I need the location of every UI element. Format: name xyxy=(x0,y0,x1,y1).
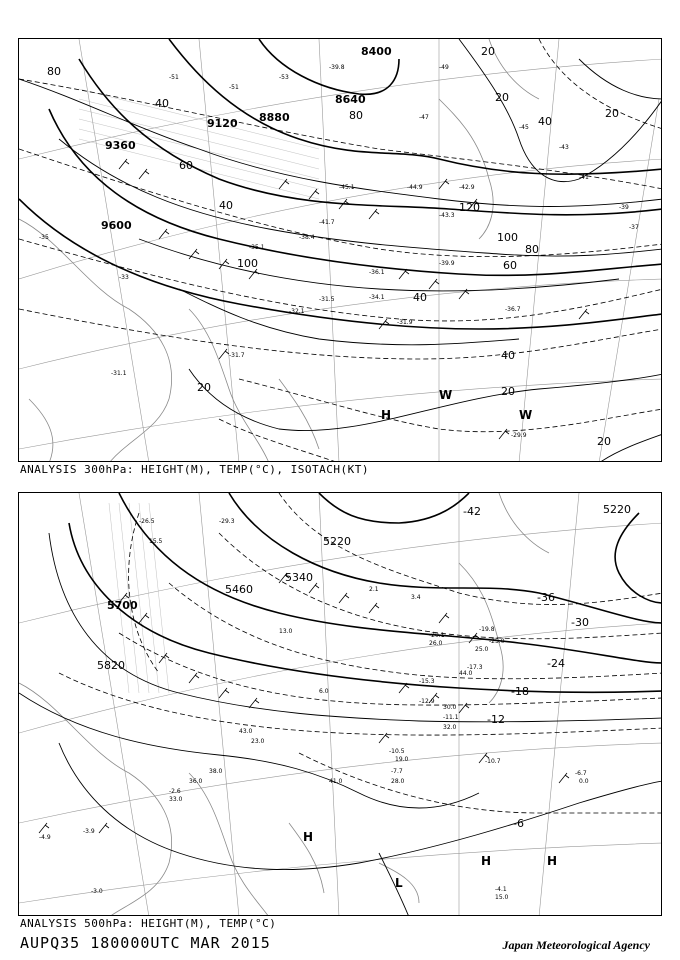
map-300hpa xyxy=(19,39,662,462)
station-value: 41.0 xyxy=(329,778,343,785)
graticule xyxy=(19,493,662,916)
warm-marker: W xyxy=(519,408,533,422)
map-500hpa xyxy=(19,493,662,916)
station-value: -25.0 xyxy=(489,638,505,645)
station-value: -20.1 xyxy=(429,632,445,639)
station-value: -37 xyxy=(629,224,639,231)
isotach-label: 20 xyxy=(501,385,515,398)
isotach-label: 40 xyxy=(501,349,515,362)
height-label: 5220 xyxy=(603,503,631,516)
station-value: -15.3 xyxy=(419,678,435,685)
station-value: 43.0 xyxy=(239,728,253,735)
secondary-contours xyxy=(19,533,662,916)
station-value: -34.1 xyxy=(369,294,385,301)
isotherm-label: -18 xyxy=(511,685,529,698)
station-value: 15.0 xyxy=(495,894,509,901)
station-value: 2.1 xyxy=(369,586,379,593)
station-value: 6.0 xyxy=(319,688,329,695)
station-values xyxy=(39,518,589,901)
station-value: -39.8 xyxy=(329,64,345,71)
high-pressure-marker: H xyxy=(303,830,314,844)
isotherm-label: -12 xyxy=(487,713,505,726)
station-value: 13.0 xyxy=(279,628,293,635)
station-value: -10.5 xyxy=(389,748,405,755)
isotach-label: 80 xyxy=(525,243,539,256)
height-contours xyxy=(69,493,662,692)
isotherm-label: -24 xyxy=(547,657,565,670)
station-value: -31.7 xyxy=(229,352,245,359)
isotach-label: 60 xyxy=(503,259,517,272)
chart-panel-500hpa xyxy=(18,492,662,916)
high-pressure-marker: H xyxy=(481,854,492,868)
isotach-label: 80 xyxy=(47,65,61,78)
station-value: -12.9 xyxy=(419,698,435,705)
station-value: 26.0 xyxy=(429,640,443,647)
station-value: 28.0 xyxy=(391,778,405,785)
station-value: -17.3 xyxy=(467,664,483,671)
height-label: 9120 xyxy=(207,117,238,130)
station-value: -31.5 xyxy=(319,296,335,303)
height-label: 9360 xyxy=(105,139,136,152)
low-pressure-marker: L xyxy=(395,876,403,890)
isotach-label: 80 xyxy=(349,109,363,122)
isotach-label: 40 xyxy=(219,199,233,212)
wind-barbs xyxy=(119,159,589,439)
high-pressure-marker: H xyxy=(381,408,392,422)
station-value: 44.0 xyxy=(459,670,473,677)
station-value: -10.7 xyxy=(485,758,501,765)
station-value: -11.1 xyxy=(443,714,459,721)
station-value: 25.0 xyxy=(475,646,489,653)
station-value: -29.9 xyxy=(511,432,527,439)
station-value: -33 xyxy=(119,274,129,281)
station-value: -6.7 xyxy=(575,770,587,777)
station-value: -49 xyxy=(439,64,449,71)
station-value: 3.4 xyxy=(411,594,421,601)
isotach-label: 40 xyxy=(155,97,169,110)
station-value: -51 xyxy=(229,84,239,91)
chart-code-datetime: AUPQ35 180000UTC MAR 2015 xyxy=(20,934,271,952)
isotherm-label: -6 xyxy=(513,817,524,830)
station-value: -32.1 xyxy=(289,308,305,315)
chart-caption-300hpa: ANALYSIS 300hPa: HEIGHT(M), TEMP(°C), ISOTACH(KT) xyxy=(20,463,370,476)
station-value: -41.7 xyxy=(319,219,335,226)
chart-caption-500hpa: ANALYSIS 500hPa: HEIGHT(M), TEMP(°C) xyxy=(20,917,277,930)
station-value: 36.0 xyxy=(189,778,203,785)
station-value: 33.0 xyxy=(169,796,183,803)
height-label: 8640 xyxy=(335,93,366,106)
station-value: -41 xyxy=(579,174,589,181)
station-value: 32.0 xyxy=(443,724,457,731)
station-value: 0.0 xyxy=(579,778,589,785)
station-value: -43.3 xyxy=(439,212,455,219)
isotach-label: 20 xyxy=(597,435,611,448)
isotach-label: 120 xyxy=(459,201,480,214)
height-label: 5340 xyxy=(285,571,313,584)
chart-panel-300hpa xyxy=(18,38,662,462)
agency-name: Japan Meteorological Agency xyxy=(502,938,650,952)
station-value: -53 xyxy=(279,74,289,81)
isotach-label: 100 xyxy=(237,257,258,270)
station-value: -43 xyxy=(559,144,569,151)
station-value: -42.9 xyxy=(459,184,475,191)
isotherm-label: -42 xyxy=(463,505,481,518)
station-value: -31.9 xyxy=(397,319,413,326)
station-value: -36.7 xyxy=(505,306,521,313)
station-value: 30.0 xyxy=(443,704,457,711)
isotherm-label: -36 xyxy=(537,591,555,604)
station-value: -7.7 xyxy=(391,768,403,775)
station-value: -4.9 xyxy=(39,834,51,841)
isotach-label: 40 xyxy=(413,291,427,304)
station-value: -19.8 xyxy=(479,626,495,633)
station-value: -45.1 xyxy=(339,184,355,191)
isotach-label: 20 xyxy=(481,45,495,58)
coastline xyxy=(19,39,539,462)
height-label: 8400 xyxy=(361,45,392,58)
station-value: -3.9 xyxy=(83,828,95,835)
isotach-label: 20 xyxy=(495,91,509,104)
station-value: -26.5 xyxy=(139,518,155,525)
height-label: 5220 xyxy=(323,535,351,548)
station-value: -2.6 xyxy=(169,788,181,795)
height-label: 9600 xyxy=(101,219,132,232)
station-value: -31.1 xyxy=(111,370,127,377)
station-value: -44.9 xyxy=(407,184,423,191)
height-label: 5820 xyxy=(97,659,125,672)
station-value: -4.1 xyxy=(495,886,507,893)
station-value: 23.0 xyxy=(251,738,265,745)
station-value: -38.4 xyxy=(299,234,315,241)
station-value: 38.0 xyxy=(209,768,223,775)
station-value: -51 xyxy=(169,74,179,81)
station-value: -29.3 xyxy=(219,518,235,525)
isotherm-label: -30 xyxy=(571,616,589,629)
station-value: -39 xyxy=(619,204,629,211)
isotach-label: 60 xyxy=(179,159,193,172)
height-label: 5700 xyxy=(107,599,138,612)
station-value: -3.0 xyxy=(91,888,103,895)
station-value: -35.1 xyxy=(249,244,265,251)
station-value: -45 xyxy=(519,124,529,131)
warm-marker: W xyxy=(439,388,453,402)
isotach-label: 20 xyxy=(197,381,211,394)
station-value: -47 xyxy=(419,114,429,121)
height-label: 8880 xyxy=(259,111,290,124)
isotach-label: 20 xyxy=(605,107,619,120)
isotach-label: 100 xyxy=(497,231,518,244)
isotach-label: 40 xyxy=(538,115,552,128)
station-value: -39.9 xyxy=(439,260,455,267)
station-value: 15.5 xyxy=(149,538,163,545)
station-value: 19.0 xyxy=(395,756,409,763)
height-label: 5460 xyxy=(225,583,253,596)
high-pressure-marker: H xyxy=(547,854,558,868)
station-value: -36.1 xyxy=(369,269,385,276)
station-value: -35 xyxy=(39,234,49,241)
